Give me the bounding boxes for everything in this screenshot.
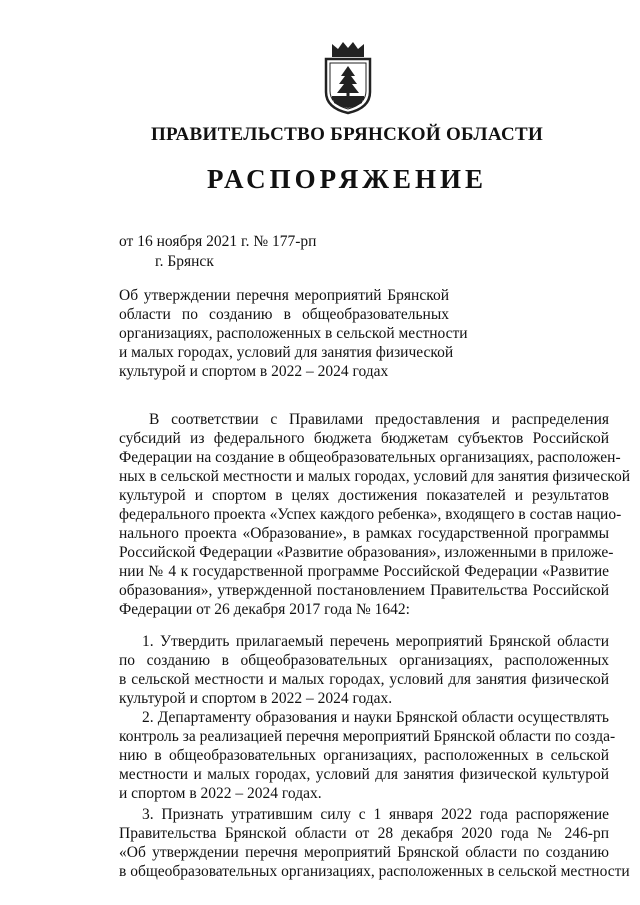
preamble-line: культурой и спортом в целях достижения показателей и результатов [119, 487, 609, 504]
item-2-line: местности и малых городах, условий для занятия физической культурой [119, 766, 609, 783]
item-3-line: в общеобразовательных организациях, расположенных в сельской местности [119, 863, 630, 880]
item-3-line: 3. Признать утратившим силу с 1 января 2022 года распоряжение [142, 806, 609, 823]
preamble-line: В соответствии с Правилами предоставления и распределения [149, 411, 609, 428]
preamble-line: образования», утвержденной постановлением Правительства Российской [119, 582, 609, 599]
subject-line: культурой и спортом в 2022 – 2024 годах [119, 363, 389, 380]
item-1-line: культурой и спортом в 2022 – 2024 годах. [119, 690, 393, 707]
item-2-line: 2. Департаменту образования и науки Брянской области осуществлять [142, 709, 609, 726]
preamble-line: Федерации на создание в общеобразовательных организациях, расположен- [119, 449, 621, 466]
preamble-line: нии № 4 к государственной программе Российской Федерации «Развитие [119, 563, 609, 580]
item-3-line: «Об утверждении перечня мероприятий Брянской области по созданию [119, 844, 609, 861]
item-1-line: по созданию в общеобразовательных организациях, расположенных [119, 652, 609, 669]
item-2-line: и спортом в 2022 – 2024 годах. [119, 785, 322, 802]
subject-line: области по созданию в общеобразовательных [119, 306, 449, 323]
document-subject [119, 286, 468, 381]
item-1-line: 1. Утвердить прилагаемый перечень мероприятий Брянской области [142, 633, 609, 650]
preamble-line: Федерации от 26 декабря 2017 года № 1642: [119, 601, 410, 618]
subject-line: организациях, расположенных в сельской местности [119, 325, 468, 342]
preamble-line: федерального проекта «Успех каждого ребенка», входящего в состав нацио- [119, 506, 622, 523]
subject-line: Об утверждении перечня мероприятий Брянской [119, 287, 449, 304]
preamble-line: нального проекта «Образование», в рамках государственной программы [119, 525, 609, 542]
coat-of-arms-emblem [318, 40, 378, 115]
document-date-number: от 16 ноября 2021 г. № 177-рп [119, 233, 317, 250]
item-1-line: в сельской местности и малых городах, условий для занятия физической [119, 671, 609, 688]
preamble-line: ных в сельской местности и малых городах, условий для занятия физической [119, 468, 631, 485]
preamble-line: субсидий из федерального бюджета бюджетам субъектов Российской [119, 430, 609, 447]
item-3-line: Правительства Брянской области от 28 декабря 2020 года № 246-рп [119, 825, 609, 842]
document-city: г. Брянск [155, 253, 214, 270]
document-type-title: РАСПОРЯЖЕНИЕ [206, 164, 488, 194]
item-2-line: контроль за реализацией перечня мероприятий Брянской области по созда- [119, 728, 616, 745]
subject-line: и малых городах, условий для занятия физической [119, 344, 454, 361]
preamble-line: Российской Федерации «Развитие образования», изложенными в приложе- [119, 544, 614, 561]
government-title: ПРАВИТЕЛЬСТВО БРЯНСКОЙ ОБЛАСТИ [150, 124, 544, 145]
item-2-line: нию в общеобразовательных организациях, расположенных в сельской [119, 747, 609, 764]
